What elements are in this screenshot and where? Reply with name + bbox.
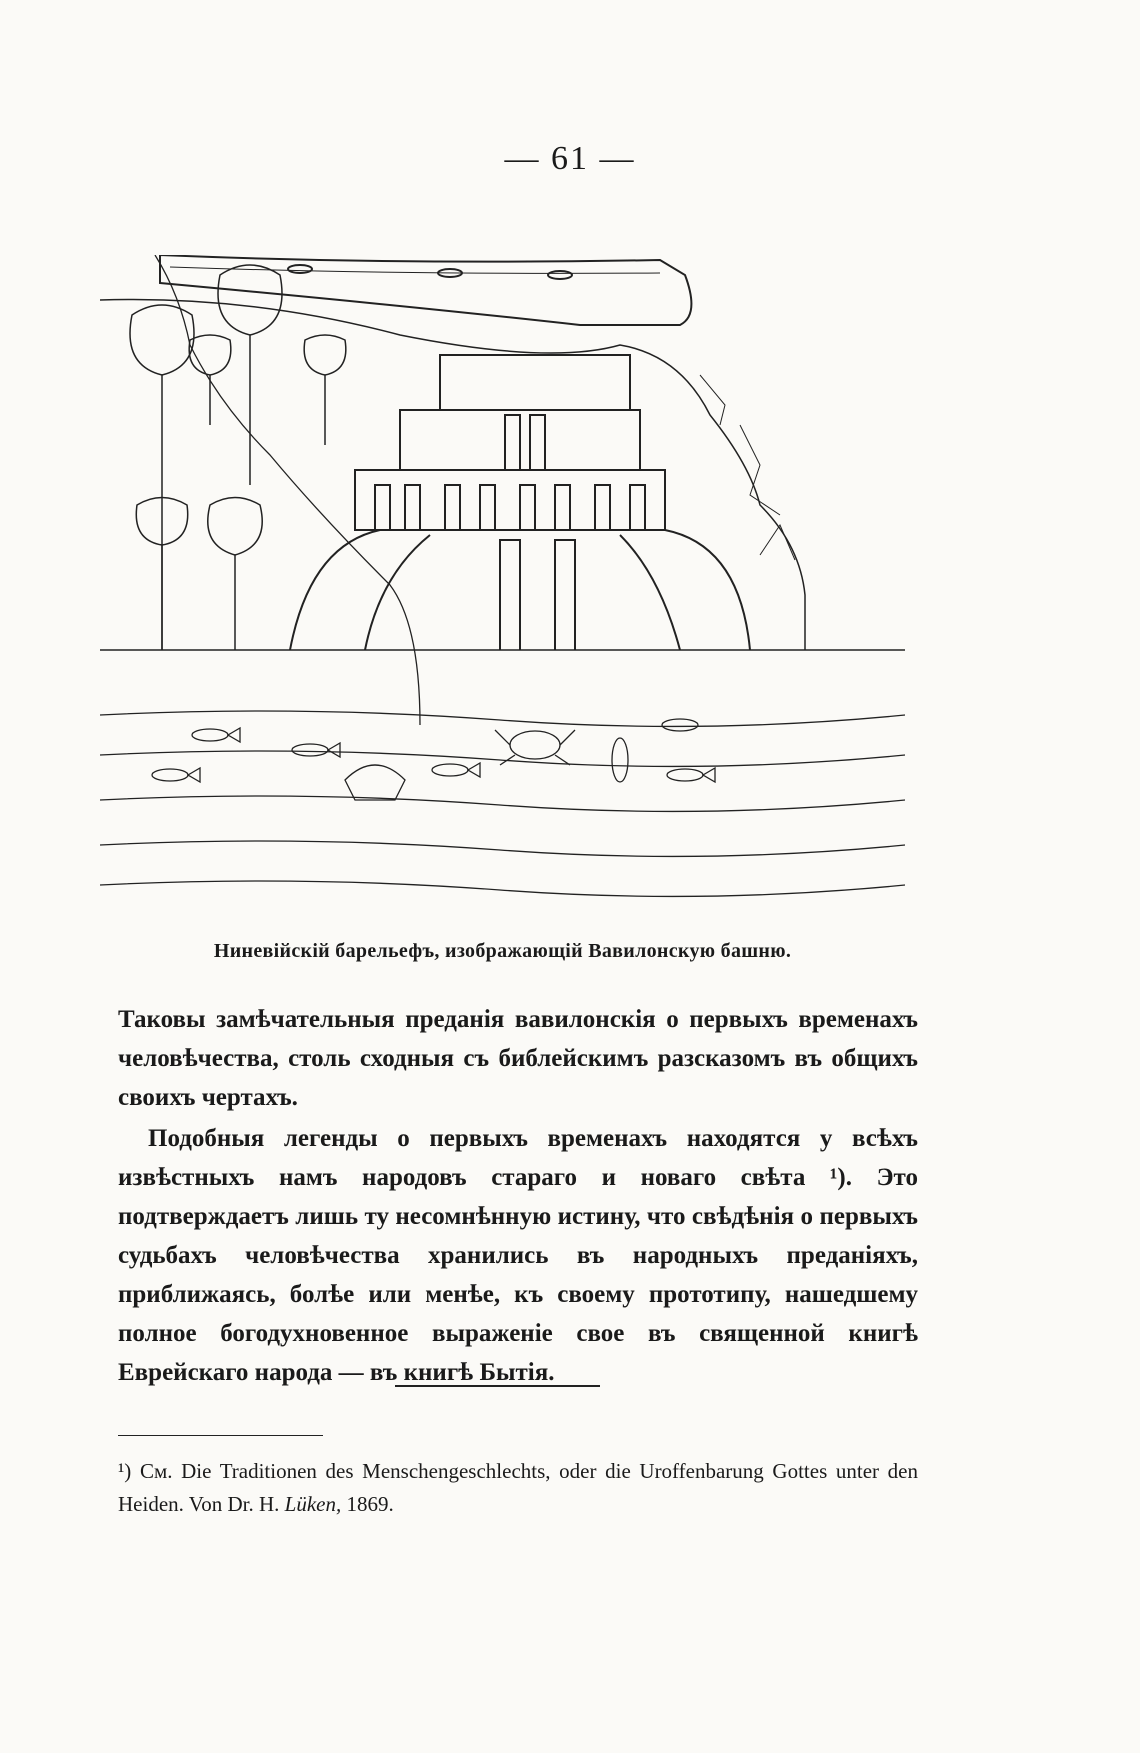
footnote-author: Lüken, bbox=[284, 1492, 342, 1516]
page-number: — 61 — bbox=[504, 140, 636, 177]
footnote-text: См. Die Traditionen des Menschengeschlechts, oder die Uroffenbarung Gottes unter den Heiden. Von Dr. H. bbox=[118, 1459, 919, 1516]
footnote-marker: ¹) bbox=[118, 1459, 132, 1483]
footnote-rule bbox=[118, 1435, 323, 1436]
body-text bbox=[118, 1000, 918, 1392]
footnote bbox=[118, 1455, 918, 1521]
bas-relief-illustration bbox=[100, 255, 905, 915]
footnote-year: 1869. bbox=[346, 1492, 394, 1516]
figure-caption: Ниневійскій барельефъ, изображающій Вавилонскую башню. bbox=[213, 940, 792, 962]
section-divider bbox=[395, 1385, 600, 1387]
babylon-tower-engraving bbox=[100, 255, 905, 915]
paragraph: Таковы замѣчательныя преданія вавилонскія о первыхъ временахъ человѣчества, столь сходныя съ библейскимъ разсказомъ въ общихъ своихъ чертахъ. bbox=[118, 1006, 918, 1111]
paragraph: Подобныя легенды о первыхъ временахъ находятся у всѣхъ извѣстныхъ намъ народовъ стараго и новаго свѣта ¹). Это подтверждаетъ лишь ту несомнѣнную истину, что свѣдѣнія о первыхъ судьбахъ человѣчества хранились въ народныхъ преданіяхъ, приближаясь, болѣе или менѣе, къ своему прототипу, нашедшему полное богодухновенное выраженіе свое въ священной книгѣ Еврейскаго народа — въ книгѣ Бытія. bbox=[118, 1125, 918, 1386]
